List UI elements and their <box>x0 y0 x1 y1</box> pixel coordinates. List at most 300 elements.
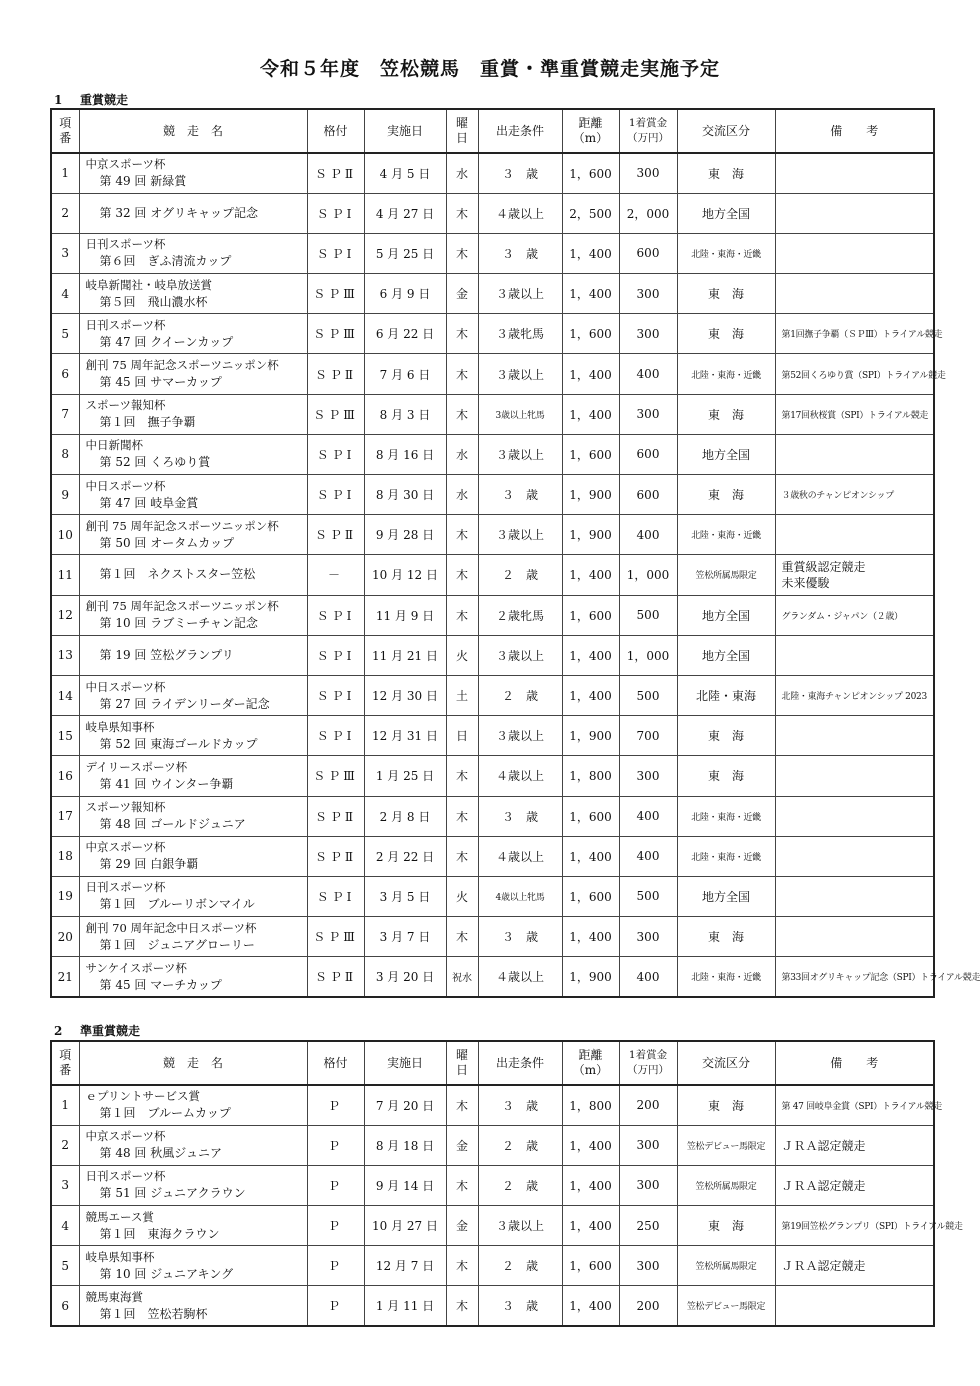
race-remarks <box>775 917 934 957</box>
race-title: 第 10 回 ラブミーチャン記念 <box>99 616 258 631</box>
race-day: 日 <box>446 716 478 756</box>
race-condition: ３ 歳 <box>478 796 562 836</box>
race-grade: － <box>307 555 364 595</box>
race-remarks: 第19回笠松グランプリ（SPⅠ）トライアル競走 <box>775 1206 934 1246</box>
race-remarks: 第 47 回岐阜金賞（SPⅠ）トライアル競走 <box>775 1085 934 1125</box>
header-day-line: 曜 <box>455 116 468 130</box>
table-row <box>51 314 934 354</box>
race-title: 第 10 回 ジュニアキング <box>99 1266 234 1281</box>
race-date: 1 月 25 日 <box>364 756 446 796</box>
race-date: 3 月 5 日 <box>364 876 446 916</box>
race-date: 2 月 8 日 <box>364 796 446 836</box>
race-number: 16 <box>51 756 79 796</box>
race-remarks: 北陸・東海チャンピオンシップ 2023 <box>775 675 934 715</box>
race-name <box>79 796 307 836</box>
race-grade: ＳＰⅠ <box>307 193 364 233</box>
race-prize: 500 <box>619 595 677 635</box>
race-prize: 300 <box>619 394 677 434</box>
race-distance: 1，600 <box>562 1246 619 1286</box>
header-day-line: 日 <box>455 1063 468 1077</box>
race-remarks <box>775 153 934 193</box>
table-row <box>51 475 934 515</box>
race-grade: ＳＰⅡ <box>307 515 364 555</box>
race-sponsor: 中京スポーツ杯 <box>85 1129 166 1144</box>
race-day: 木 <box>446 796 478 836</box>
race-grade: ＳＰⅡ <box>307 796 364 836</box>
race-distance: 1，900 <box>562 515 619 555</box>
table-row <box>51 917 934 957</box>
header-date: 実施日 <box>364 109 446 153</box>
race-sponsor: デイリースポーツ杯 <box>85 759 188 774</box>
table-row <box>51 836 934 876</box>
race-title: 第 52 回 東海ゴールドカップ <box>99 736 258 751</box>
race-grade: Ｐ <box>307 1286 364 1326</box>
race-distance: 1，400 <box>562 635 619 675</box>
race-distance: 1，600 <box>562 314 619 354</box>
race-grade: ＳＰⅠ <box>307 716 364 756</box>
race-condition: ３ 歳 <box>478 1286 562 1326</box>
header-condition: 出走条件 <box>478 109 562 153</box>
race-sponsor: サンケイスポーツ杯 <box>85 960 187 975</box>
race-name <box>79 675 307 715</box>
race-day: 水 <box>446 434 478 474</box>
race-day: 木 <box>446 1085 478 1125</box>
race-day: 水 <box>446 153 478 193</box>
race-distance: 1，400 <box>562 1165 619 1205</box>
race-exchange: 東 海 <box>677 756 775 796</box>
race-date: 9 月 28 日 <box>364 515 446 555</box>
race-date: 3 月 20 日 <box>364 957 446 997</box>
race-grade: ＳＰⅢ <box>307 274 364 314</box>
race-name <box>79 1085 307 1125</box>
header-remarks: 備 考 <box>775 109 934 153</box>
race-day: 土 <box>446 675 478 715</box>
race-distance: 2，500 <box>562 193 619 233</box>
race-prize: 300 <box>619 153 677 193</box>
race-day: 木 <box>446 193 478 233</box>
race-name <box>79 153 307 193</box>
race-remarks: ３歳秋のチャンピオンシップ <box>775 475 934 515</box>
race-exchange: 笠松デビュー馬限定 <box>677 1125 775 1165</box>
race-date: 11 月 9 日 <box>364 595 446 635</box>
race-sponsor: 中京スポーツ杯 <box>85 157 166 172</box>
table-row <box>51 153 934 193</box>
header-row <box>51 109 934 153</box>
race-title: 第 48 回 秋風ジュニア <box>99 1146 222 1161</box>
race-number: 4 <box>51 274 79 314</box>
table-row <box>51 957 934 997</box>
race-grade: ＳＰⅡ <box>307 836 364 876</box>
race-grade: ＳＰⅡ <box>307 153 364 193</box>
race-exchange: 笠松所属馬限定 <box>677 555 775 595</box>
race-title: 第５回 飛山濃水杯 <box>99 294 208 309</box>
race-number: 11 <box>51 555 79 595</box>
race-number: 14 <box>51 675 79 715</box>
race-sponsor: 中日スポーツ杯 <box>85 478 166 493</box>
header-distance <box>562 109 619 153</box>
race-grade: ＳＰⅠ <box>307 675 364 715</box>
race-prize: 300 <box>619 274 677 314</box>
race-day: 金 <box>446 1125 478 1165</box>
race-title: 第６回 ぎふ清流カップ <box>99 254 232 269</box>
table-row <box>51 1125 934 1165</box>
race-condition: ４歳以上 <box>478 193 562 233</box>
race-name <box>79 1206 307 1246</box>
race-title: 第１回 ブルームカップ <box>99 1106 231 1121</box>
race-date: 4 月 5 日 <box>364 153 446 193</box>
race-name <box>79 876 307 916</box>
header-no-line: 項 <box>59 1048 72 1062</box>
table-row <box>51 274 934 314</box>
race-name <box>79 193 307 233</box>
race-distance: 1，400 <box>562 1206 619 1246</box>
race-distance: 1，600 <box>562 595 619 635</box>
race-condition: ３ 歳 <box>478 1085 562 1125</box>
race-remarks <box>775 635 934 675</box>
race-date: 10 月 27 日 <box>364 1206 446 1246</box>
race-exchange: 東 海 <box>677 274 775 314</box>
race-condition: ２ 歳 <box>478 555 562 595</box>
race-date: 2 月 22 日 <box>364 836 446 876</box>
race-remarks <box>775 756 934 796</box>
header-distance-line: （m） <box>572 131 609 145</box>
race-condition: ３ 歳 <box>478 917 562 957</box>
race-sponsor: 日刊スポーツ杯 <box>85 317 166 332</box>
race-sponsor: 岐阜県知事杯 <box>85 719 155 734</box>
header-exchange: 交流区分 <box>677 109 775 153</box>
race-condition: ４歳以上 <box>478 756 562 796</box>
race-prize: 300 <box>619 917 677 957</box>
race-name <box>79 354 307 394</box>
race-grade: ＳＰⅠ <box>307 876 364 916</box>
table-row <box>51 595 934 635</box>
race-date: 8 月 18 日 <box>364 1125 446 1165</box>
race-exchange: 笠松デビュー馬限定 <box>677 1286 775 1326</box>
header-exchange: 交流区分 <box>677 1041 775 1085</box>
race-day: 水 <box>446 475 478 515</box>
race-distance: 1，800 <box>562 1085 619 1125</box>
race-distance: 1，400 <box>562 836 619 876</box>
race-distance: 1，400 <box>562 917 619 957</box>
race-condition: ３歳以上 <box>478 274 562 314</box>
race-grade: ＳＰⅢ <box>307 756 364 796</box>
race-sponsor: 岐阜県知事杯 <box>85 1249 155 1264</box>
header-prize-line: 1着賞金 <box>628 117 668 129</box>
race-name <box>79 475 307 515</box>
race-prize: 300 <box>619 756 677 796</box>
header-remarks: 備 考 <box>775 1041 934 1085</box>
race-grade: ＳＰⅠ <box>307 233 364 273</box>
race-number: 1 <box>51 153 79 193</box>
race-date: 7 月 20 日 <box>364 1085 446 1125</box>
race-exchange: 北陸・東海・近畿 <box>677 233 775 273</box>
race-grade: ＳＰⅡ <box>307 957 364 997</box>
graded-races-table <box>50 108 980 998</box>
race-grade: ＳＰⅠ <box>307 475 364 515</box>
race-number: 17 <box>51 796 79 836</box>
race-date: 12 月 30 日 <box>364 675 446 715</box>
race-number: 18 <box>51 836 79 876</box>
race-distance: 1，400 <box>562 555 619 595</box>
race-name <box>79 1165 307 1205</box>
header-condition: 出走条件 <box>478 1041 562 1085</box>
race-distance: 1，600 <box>562 796 619 836</box>
header-row <box>51 1041 934 1085</box>
table-row <box>51 716 934 756</box>
race-title: 第 51 回 ジュニアクラウン <box>99 1186 246 1201</box>
race-remarks <box>775 193 934 233</box>
race-condition: 4歳以上牝馬 <box>478 876 562 916</box>
header-distance-line: 距離 <box>578 1048 603 1062</box>
race-remarks <box>775 716 934 756</box>
race-name <box>79 836 307 876</box>
race-distance: 1，800 <box>562 756 619 796</box>
race-exchange: 東 海 <box>677 1085 775 1125</box>
race-distance: 1，900 <box>562 957 619 997</box>
table-row <box>51 515 934 555</box>
race-prize: 400 <box>619 354 677 394</box>
race-grade: ＳＰⅠ <box>307 434 364 474</box>
race-condition: ３ 歳 <box>478 153 562 193</box>
race-grade: ＳＰⅠ <box>307 595 364 635</box>
race-grade: Ｐ <box>307 1125 364 1165</box>
race-remarks: ＪＲＡ認定競走 <box>775 1246 934 1286</box>
race-number: 1 <box>51 1085 79 1125</box>
race-title: 第 29 回 白銀争覇 <box>99 857 199 872</box>
race-distance: 1，400 <box>562 394 619 434</box>
race-remarks <box>775 434 934 474</box>
header-no <box>51 1041 79 1085</box>
race-remarks <box>775 876 934 916</box>
race-number: 15 <box>51 716 79 756</box>
race-day: 木 <box>446 555 478 595</box>
race-date: 7 月 6 日 <box>364 354 446 394</box>
race-condition: ２ 歳 <box>478 1125 562 1165</box>
race-condition: 3歳以上牝馬 <box>478 394 562 434</box>
section-heading-1: 1 重賞競走 <box>54 93 129 107</box>
race-day: 火 <box>446 876 478 916</box>
race-distance: 1，600 <box>562 434 619 474</box>
race-number: 3 <box>51 233 79 273</box>
header-no-line: 番 <box>59 1063 72 1077</box>
race-name <box>79 233 307 273</box>
race-title: 第 45 回 サマーカップ <box>99 375 222 390</box>
race-exchange: 東 海 <box>677 475 775 515</box>
race-prize: 500 <box>619 675 677 715</box>
race-prize: 300 <box>619 314 677 354</box>
race-condition: ２歳牝馬 <box>478 595 562 635</box>
race-title: 第 32 回 オグリキャップ記念 <box>99 205 258 220</box>
race-title: 第１回 撫子争覇 <box>99 415 196 430</box>
race-exchange: 東 海 <box>677 917 775 957</box>
race-title: 第 47 回 岐阜金賞 <box>99 495 199 510</box>
race-day: 木 <box>446 756 478 796</box>
race-name <box>79 394 307 434</box>
race-prize: 250 <box>619 1206 677 1246</box>
race-sponsor: 競馬エース賞 <box>85 1209 154 1224</box>
race-exchange: 北陸・東海・近畿 <box>677 796 775 836</box>
race-day: 金 <box>446 274 478 314</box>
race-day: 祝水 <box>446 957 478 997</box>
race-name <box>79 756 307 796</box>
race-prize: 200 <box>619 1085 677 1125</box>
race-grade: ＳＰⅢ <box>307 314 364 354</box>
race-date: 12 月 7 日 <box>364 1246 446 1286</box>
race-number: 13 <box>51 635 79 675</box>
table-row <box>51 1246 934 1286</box>
header-prize <box>619 1041 677 1085</box>
table-row <box>51 555 934 595</box>
race-prize: 2，000 <box>619 193 677 233</box>
race-date: 8 月 3 日 <box>364 394 446 434</box>
race-remarks: 第1回撫子争覇（ＳＰⅢ）トライアル競走 <box>775 314 934 354</box>
race-sponsor: 中日スポーツ杯 <box>85 679 166 694</box>
race-exchange: 東 海 <box>677 153 775 193</box>
race-grade: ＳＰⅢ <box>307 917 364 957</box>
table-row <box>51 675 934 715</box>
header-day <box>446 1041 478 1085</box>
race-condition: ２ 歳 <box>478 1246 562 1286</box>
race-distance: 1，400 <box>562 233 619 273</box>
header-day <box>446 109 478 153</box>
header-day-line: 曜 <box>455 1048 468 1062</box>
header-no <box>51 109 79 153</box>
race-prize: 600 <box>619 475 677 515</box>
table-row <box>51 354 934 394</box>
race-prize: 400 <box>619 957 677 997</box>
race-sponsor: 競馬東海賞 <box>85 1289 143 1304</box>
race-day: 木 <box>446 233 478 273</box>
header-distance <box>562 1041 619 1085</box>
race-title: 第１回 ネクストスター笠松 <box>99 567 256 582</box>
race-title: 第 50 回 オータムカップ <box>99 535 235 550</box>
race-day: 木 <box>446 354 478 394</box>
header-prize <box>619 109 677 153</box>
remarks-line: 重賞級認定競走 <box>781 559 866 574</box>
header-distance-line: 距離 <box>578 116 603 130</box>
race-prize: 500 <box>619 876 677 916</box>
race-grade: Ｐ <box>307 1206 364 1246</box>
race-exchange: 地方全国 <box>677 635 775 675</box>
race-number: 10 <box>51 515 79 555</box>
table-row <box>51 756 934 796</box>
race-condition: ４歳以上 <box>478 957 562 997</box>
race-prize: 400 <box>619 836 677 876</box>
race-distance: 1，600 <box>562 876 619 916</box>
header-grade: 格付 <box>307 109 364 153</box>
table-row <box>51 796 934 836</box>
table-row <box>51 635 934 675</box>
race-number: 12 <box>51 595 79 635</box>
race-title: 第 47 回 クイーンカップ <box>99 334 234 349</box>
header-no-line: 番 <box>59 131 72 145</box>
race-condition: ３歳以上 <box>478 1206 562 1246</box>
race-name <box>79 595 307 635</box>
race-distance: 1，900 <box>562 475 619 515</box>
race-date: 10 月 12 日 <box>364 555 446 595</box>
race-remarks: 第33回オグリキャップ記念（SPⅠ）トライアル競走 <box>775 957 934 997</box>
race-day: 木 <box>446 836 478 876</box>
race-day: 木 <box>446 515 478 555</box>
race-prize: 300 <box>619 1125 677 1165</box>
race-name <box>79 1246 307 1286</box>
race-name <box>79 314 307 354</box>
race-condition: ３歳以上 <box>478 515 562 555</box>
race-exchange: 地方全国 <box>677 876 775 916</box>
race-condition: ２ 歳 <box>478 675 562 715</box>
race-sponsor: 創刊 75 周年記念スポーツニッポン杯 <box>85 599 279 614</box>
race-exchange: 北陸・東海・近畿 <box>677 957 775 997</box>
header-prize-line: （万円） <box>627 1064 669 1076</box>
race-title: 第 48 回 ゴールドジュニア <box>99 817 246 832</box>
race-name <box>79 1286 307 1326</box>
race-condition: ３ 歳 <box>478 233 562 273</box>
race-sponsor: 創刊 75 周年記念スポーツニッポン杯 <box>85 518 279 533</box>
race-prize: 600 <box>619 434 677 474</box>
race-exchange: 地方全国 <box>677 193 775 233</box>
race-title: 第 52 回 くろゆり賞 <box>99 455 211 470</box>
race-remarks: ＪＲＡ認定競走 <box>775 1165 934 1205</box>
race-number: 3 <box>51 1165 79 1205</box>
race-day: 木 <box>446 595 478 635</box>
race-sponsor: 中日新聞杯 <box>85 438 143 453</box>
race-condition: ４歳以上 <box>478 836 562 876</box>
race-sponsor: 創刊 75 周年記念スポーツニッポン杯 <box>85 358 279 373</box>
race-remarks <box>775 1286 934 1326</box>
race-exchange: 北陸・東海・近畿 <box>677 354 775 394</box>
race-remarks <box>775 233 934 273</box>
race-condition: ３歳牝馬 <box>478 314 562 354</box>
race-number: 8 <box>51 434 79 474</box>
race-grade: Ｐ <box>307 1085 364 1125</box>
race-sponsor: スポーツ報知杯 <box>85 800 166 815</box>
page-title: 令和５年度 笠松競馬 重賞・準重賞競走実施予定 <box>259 58 720 80</box>
race-day: 火 <box>446 635 478 675</box>
race-sponsor: スポーツ報知杯 <box>85 398 166 413</box>
race-condition: ３ 歳 <box>478 475 562 515</box>
race-prize: 400 <box>619 796 677 836</box>
race-date: 11 月 21 日 <box>364 635 446 675</box>
race-title: 第１回 ジュニアグローリー <box>99 937 255 952</box>
race-exchange: 東 海 <box>677 314 775 354</box>
remarks-line: 未来優駿 <box>781 575 830 590</box>
race-title: 第１回 ブルーリボンマイル <box>99 897 255 912</box>
race-sponsor: 日刊スポーツ杯 <box>85 880 166 895</box>
race-exchange: 北陸・東海・近畿 <box>677 515 775 555</box>
race-sponsor: 岐阜新聞社・岐阜放送賞 <box>85 277 212 292</box>
race-date: 12 月 31 日 <box>364 716 446 756</box>
table-row <box>51 1165 934 1205</box>
race-prize: 400 <box>619 515 677 555</box>
race-prize: 700 <box>619 716 677 756</box>
race-day: 木 <box>446 394 478 434</box>
race-remarks: ＪＲＡ認定競走 <box>775 1125 934 1165</box>
race-number: 21 <box>51 957 79 997</box>
table-row <box>51 1286 934 1326</box>
race-exchange: 地方全国 <box>677 434 775 474</box>
race-remarks <box>775 555 934 595</box>
race-condition: ３歳以上 <box>478 434 562 474</box>
race-remarks: グランダム・ジャパン（２歳） <box>775 595 934 635</box>
race-name <box>79 274 307 314</box>
race-prize: 300 <box>619 1165 677 1205</box>
race-prize: 300 <box>619 1246 677 1286</box>
race-number: 19 <box>51 876 79 916</box>
header-name: 競 走 名 <box>79 109 307 153</box>
race-day: 木 <box>446 1246 478 1286</box>
race-sponsor: 日刊スポーツ杯 <box>85 1169 166 1184</box>
race-prize: 200 <box>619 1286 677 1326</box>
